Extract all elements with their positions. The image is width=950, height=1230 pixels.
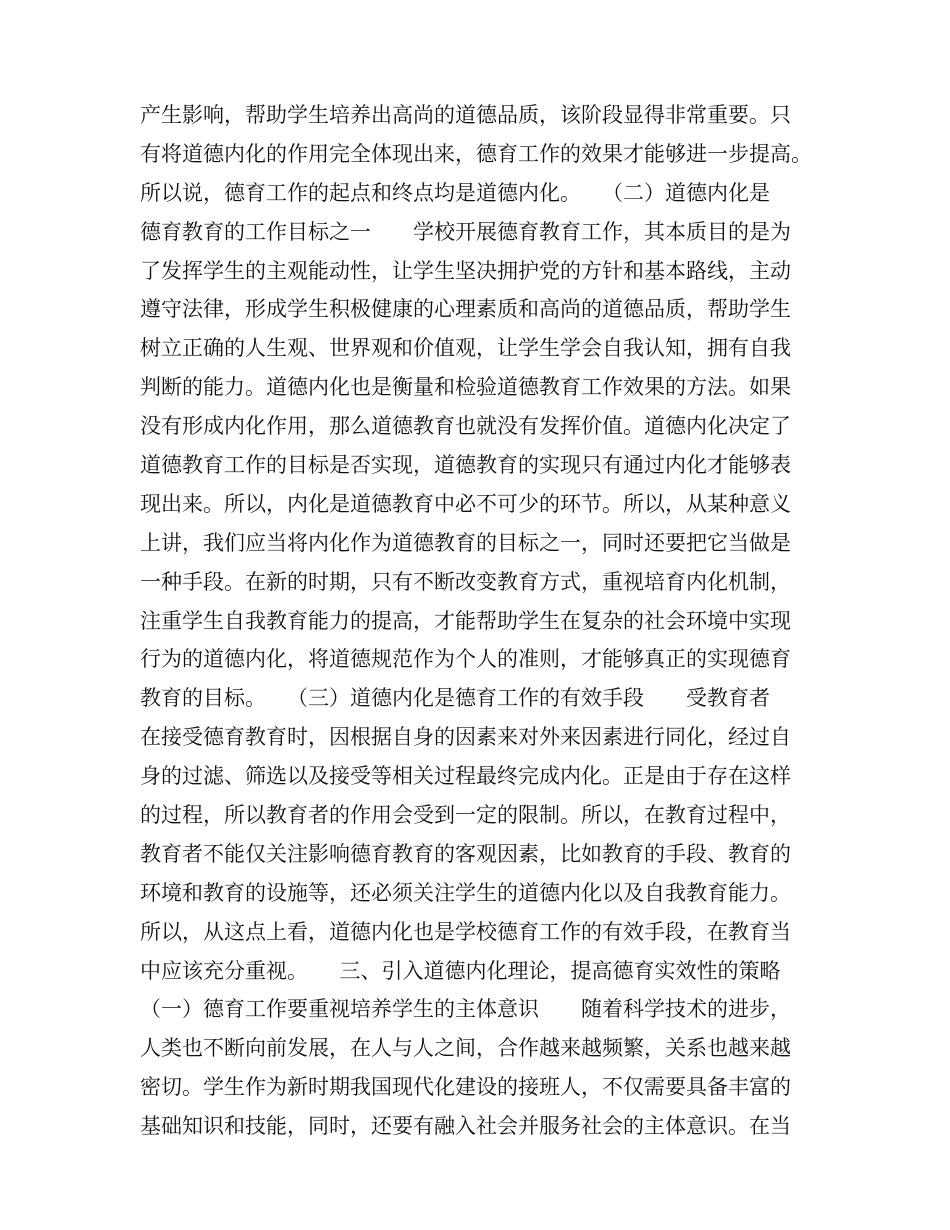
- text-line: 注重学生自我教育能力的提高，才能帮助学生在复杂的社会环境中实现: [140, 608, 791, 633]
- text-line: 一种手段。在新的时期，只有不断改变教育方式，重视培育内化机制，: [140, 569, 791, 594]
- text-line: 教育的目标。 （三）道德内化是德育工作的有效手段 受教育者: [140, 686, 770, 711]
- text-line: 教育者不能仅关注影响德育教育的客观因素，比如教育的手段、教育的: [140, 841, 791, 866]
- text-line: 道德教育工作的目标是否实现，道德教育的实现只有通过内化才能够表: [140, 453, 791, 478]
- text-line: 了发挥学生的主观能动性，让学生坚决拥护党的方针和基本路线，主动: [140, 258, 791, 283]
- text-line: 产生影响，帮助学生培养出高尚的道德品质，该阶段显得非常重要。只: [140, 103, 791, 127]
- body-text: [140, 96, 820, 1146]
- text-line: 所以，从这点上看，道德内化也是学校德育工作的有效手段，在教育当: [140, 919, 791, 944]
- text-line: 的过程，所以教育者的作用会受到一定的限制。所以，在教育过程中，: [140, 803, 791, 828]
- text-line: 环境和教育的设施等，还必须关注学生的道德内化以及自我教育能力。: [140, 880, 791, 905]
- text-line: 现出来。所以，内化是道德教育中必不可少的环节。所以，从某种意义: [140, 491, 791, 516]
- text-line: 身的过滤、筛选以及接受等相关过程最终完成内化。正是由于存在这样: [140, 764, 791, 789]
- text-line: 基础知识和技能，同时，还要有融入社会并服务社会的主体意识。在当: [140, 1114, 791, 1139]
- text-line: （一）德育工作要重视培养学生的主体意识 随着科学技术的进步，: [140, 997, 791, 1022]
- text-line: 行为的道德内化，将道德规范作为个人的准则，才能够真正的实现德育: [140, 647, 791, 672]
- text-line: 德育教育的工作目标之一 学校开展德育教育工作，其本质目的是为: [140, 219, 791, 244]
- text-line: 遵守法律，形成学生积极健康的心理素质和高尚的道德品质，帮助学生: [140, 297, 791, 322]
- text-line: 中应该充分重视。 三、引入道德内化理论，提高德育实效性的策略: [140, 958, 781, 983]
- text-line: 没有形成内化作用，那么道德教育也就没有发挥价值。道德内化决定了: [140, 414, 791, 439]
- text-line: 上讲，我们应当将内化作为道德教育的目标之一，同时还要把它当做是: [140, 530, 791, 555]
- text-line: 有将道德内化的作用完全体现出来，德育工作的效果才能够进一步提高。: [140, 141, 812, 166]
- text-line: 判断的能力。道德内化也是衡量和检验道德教育工作效果的方法。如果: [140, 375, 791, 400]
- text-line: 所以说，德育工作的起点和终点均是道德内化。 （二）道德内化是: [140, 180, 770, 205]
- text-line: 密切。学生作为新时期我国现代化建设的接班人，不仅需要具备丰富的: [140, 1075, 791, 1100]
- text-line: 在接受德育教育时，因根据自身的因素来对外来因素进行同化，经过自: [140, 725, 791, 750]
- text-line: 人类也不断向前发展，在人与人之间，合作越来越频繁，关系也越来越: [140, 1036, 791, 1061]
- text-line: 树立正确的人生观、世界观和价值观，让学生学会自我认知，拥有自我: [140, 336, 791, 361]
